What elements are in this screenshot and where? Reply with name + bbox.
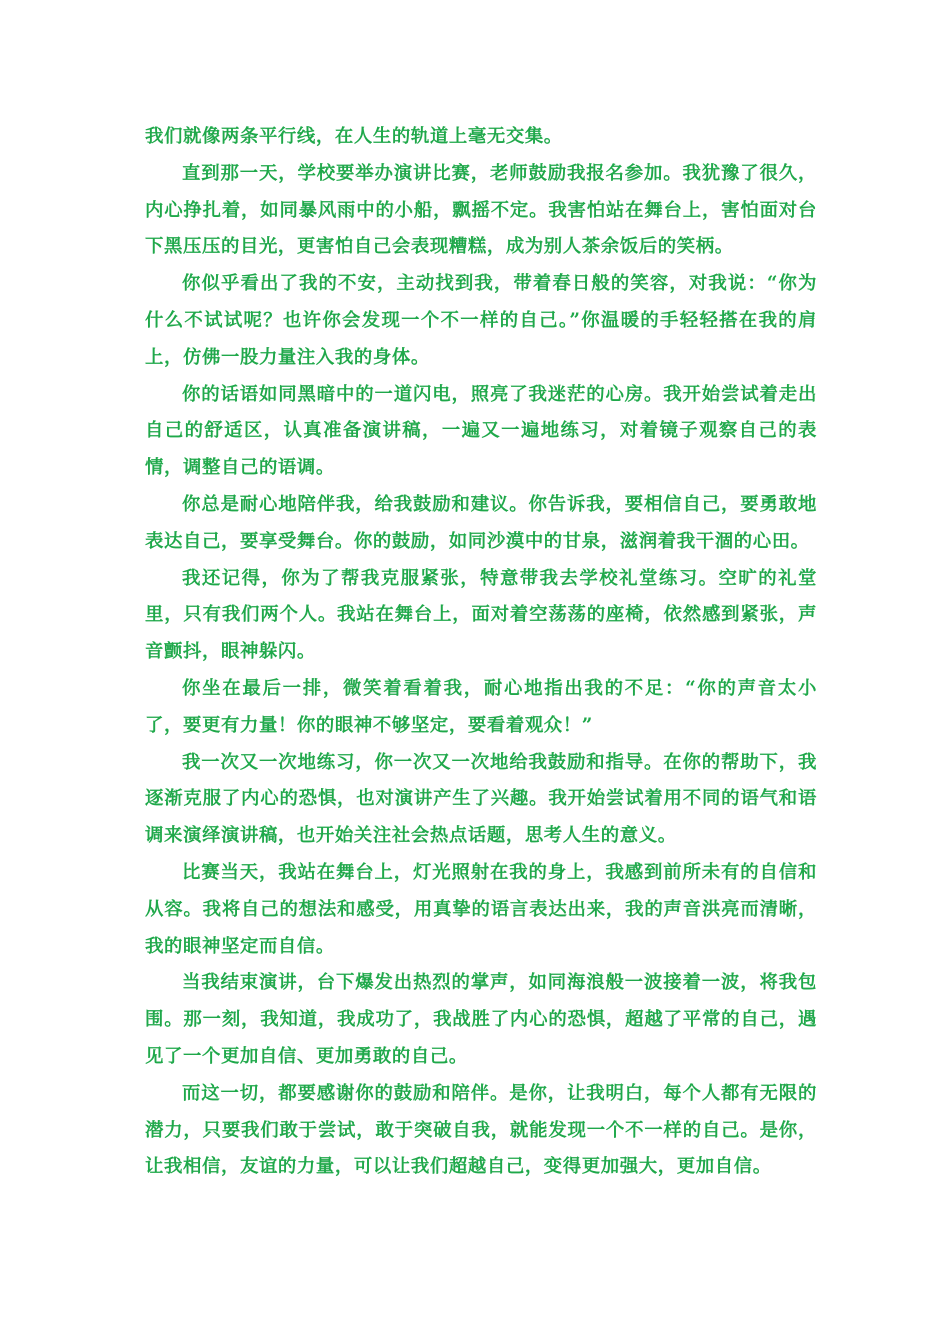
document-page	[145, 119, 817, 1186]
paragraph-5: 你总是耐心地陪伴我，给我鼓励和建议。你告诉我，要相信自己，要勇敢地表达自己，要享受舞台。你的鼓励，如同沙漠中的甘泉，滋润着我干涸的心田。	[145, 493, 817, 552]
paragraph-3: 你似乎看出了我的不安，主动找到我，带着春日般的笑容，对我说：“你为什么不试试呢？也许你会发现一个不一样的自己。”你温暖的手轻轻搭在我的肩上，仿佛一股力量注入我的身体。	[145, 273, 817, 368]
paragraph-9: 比赛当天，我站在舞台上，灯光照射在我的身上，我感到前所未有的自信和从容。我将自己的想法和感受，用真挚的语言表达出来，我的声音洪亮而清晰，我的眼神坚定而自信。	[145, 861, 817, 957]
paragraph-8: 我一次又一次地练习，你一次又一次地给我鼓励和指导。在你的帮助下，我逐渐克服了内心的恐惧，也对演讲产生了兴趣。我开始尝试着用不同的语气和语调来演绎演讲稿，也开始关注社会热点话题，思考人生的意义。	[145, 751, 817, 847]
paragraph-1: 我们就像两条平行线，在人生的轨道上毫无交集。	[145, 126, 563, 147]
paragraph-2: 直到那一天，学校要举办演讲比赛，老师鼓励我报名参加。我犹豫了很久，内心挣扎着，如同暴风雨中的小船，飘摇不定。我害怕站在舞台上，害怕面对台下黑压压的目光，更害怕自己会表现糟糕，成为别人茶余饭后的笑柄。	[145, 162, 817, 258]
paragraph-4: 你的话语如同黑暗中的一道闪电，照亮了我迷茫的心房。我开始尝试着走出自己的舒适区，认真准备演讲稿，一遍又一遍地练习，对着镜子观察自己的表情，调整自己的语调。	[145, 383, 817, 479]
paragraph-10: 当我结束演讲，台下爆发出热烈的掌声，如同海浪般一波接着一波，将我包围。那一刻，我知道，我成功了，我战胜了内心的恐惧，超越了平常的自己，遇见了一个更加自信、更加勇敢的自己。	[145, 972, 817, 1067]
paragraph-6: 我还记得，你为了帮我克服紧张，特意带我去学校礼堂练习。空旷的礼堂里，只有我们两个人。我站在舞台上，面对着空荡荡的座椅，依然感到紧张，声音颤抖，眼神躲闪。	[145, 567, 817, 663]
paragraph-11: 而这一切，都要感谢你的鼓励和陪伴。是你，让我明白，每个人都有无限的潜力，只要我们敢于尝试，敢于突破自我，就能发现一个不一样的自己。是你，让我相信，友谊的力量，可以让我们超越自己，变得更加强大，更加自信。	[145, 1082, 817, 1178]
paragraph-7: 你坐在最后一排，微笑着看着我，耐心地指出我的不足：“你的声音太小了，要更有力量！你的眼神不够坚定，要看着观众！”	[145, 677, 817, 736]
